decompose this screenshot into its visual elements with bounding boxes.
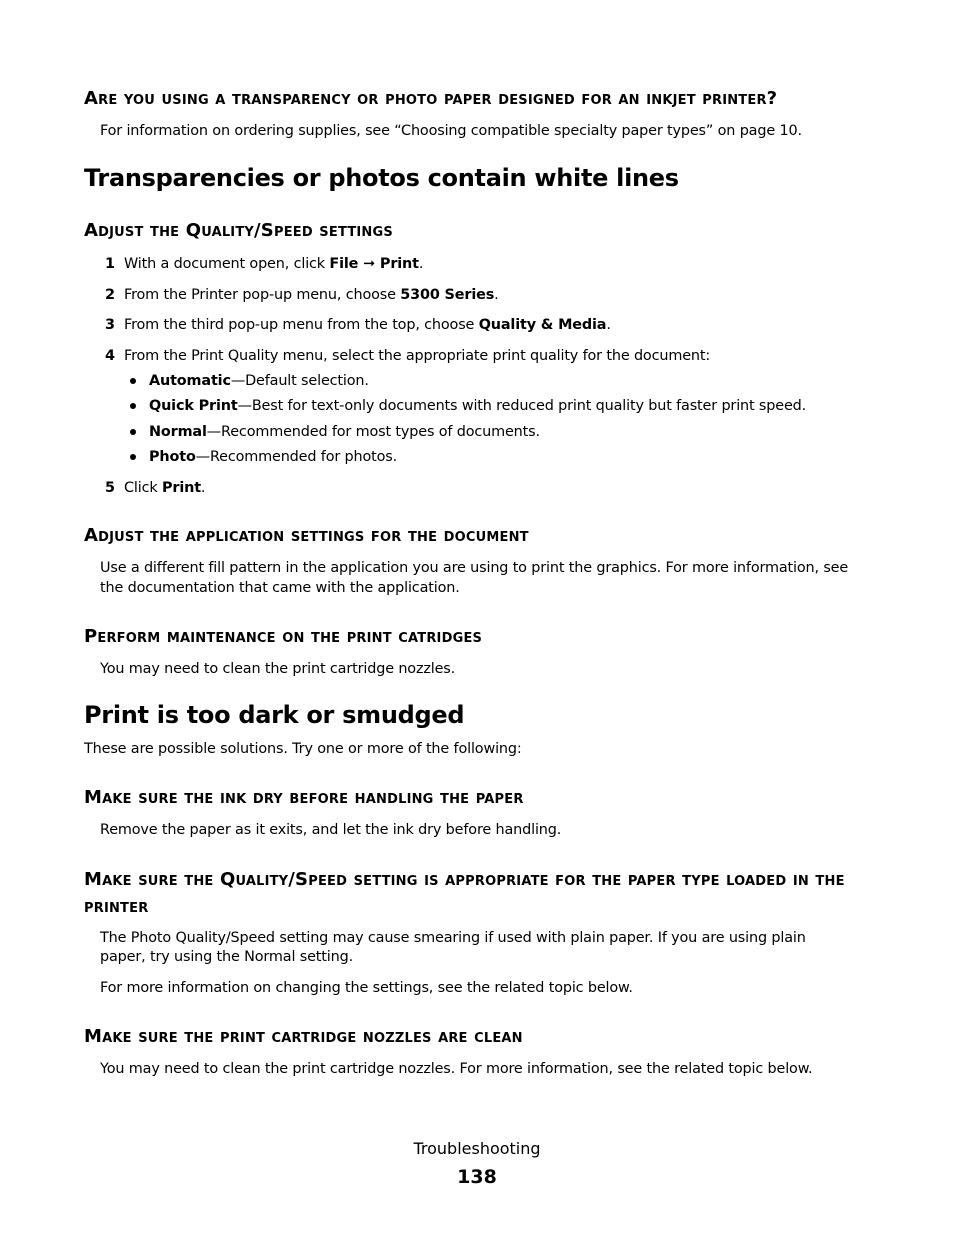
section-heading: Are you using a transparency or photo paper designed for an inkjet printer?: [84, 88, 778, 109]
bullet-term: Quick Print: [149, 398, 238, 414]
bullet-desc: —Recommended for most types of documents.: [206, 424, 540, 440]
step-text-pre: With a document open, click: [124, 256, 330, 272]
printer-series: 5300 Series: [400, 287, 495, 303]
step-number: 5: [105, 480, 115, 496]
step-text-pre: From the third pop-up menu from the top, choose: [124, 317, 479, 333]
step-number: 1: [105, 256, 115, 272]
section-heading: Make sure the ink dry before handling the paper: [84, 787, 524, 808]
section-quality-speed: [84, 218, 854, 244]
bullet-term: Normal: [149, 424, 207, 440]
paragraph: For information on ordering supplies, see “Choosing compatible specialty paper types” on page 10.: [100, 123, 802, 139]
bullet-desc: —Default selection.: [230, 373, 369, 389]
step-text: From the Print Quality menu, select the appropriate print quality for the document:: [124, 348, 711, 364]
section-nozzles-clean: [84, 1024, 854, 1050]
section-quality-speed-paper: [84, 866, 854, 920]
bullet-icon: [130, 429, 136, 435]
topic-too-dark: [84, 700, 854, 730]
step-text-post: .: [200, 480, 206, 496]
step-number: 3: [105, 317, 115, 333]
bullet-term: Photo: [149, 449, 196, 465]
section-heading: Adjust the application settings for the document: [84, 525, 529, 546]
bullet-text: [149, 422, 540, 442]
section-application-settings-body: [84, 558, 854, 598]
section-nozzles-clean-body: [84, 1059, 854, 1079]
bullet-desc: —Recommended for photos.: [195, 449, 398, 465]
section-quality-speed-paper-body-2: [84, 978, 854, 998]
paragraph: You may need to clean the print cartridge nozzles.: [100, 661, 456, 677]
paragraph: You may need to clean the print cartridge nozzles. For more information, see the related topic below.: [100, 1061, 813, 1077]
step-text-post: .: [494, 287, 499, 303]
section-ink-dry: [84, 785, 854, 811]
quality-media-option: Quality & Media: [478, 317, 607, 333]
bullet-desc: —Best for text-only documents with reduced print quality but faster print speed.: [237, 398, 807, 414]
section-heading: Make sure the print cartridge nozzles are clean: [84, 1026, 523, 1047]
topic-too-dark-intro: [84, 739, 854, 759]
menu-file: File: [329, 256, 359, 272]
step-text-pre: Click: [124, 480, 162, 496]
step-text: [124, 478, 205, 498]
step-text: [124, 285, 499, 305]
section-inkjet-paper-body: [84, 121, 854, 141]
step-text: [124, 254, 423, 274]
paragraph: These are possible solutions. Try one or more of the following:: [84, 741, 522, 757]
step-text-post: .: [418, 256, 424, 272]
paragraph: Use a different fill pattern in the application you are using to print the graphics. For more information, see the documentation that came with the application.: [100, 560, 849, 596]
step-text-pre: From the Printer pop-up menu, choose: [124, 287, 401, 303]
step-number: 2: [105, 287, 115, 303]
topic-white-lines: [84, 163, 854, 193]
paragraph: For more information on changing the settings, see the related topic below.: [100, 980, 633, 996]
section-inkjet-paper: [84, 86, 854, 112]
step-text: [124, 315, 611, 335]
section-heading: Perform maintenance on the print catridges: [84, 626, 483, 647]
section-application-settings: [84, 523, 854, 549]
section-maintenance: [84, 624, 854, 650]
topic-title: Print is too dark or smudged: [84, 701, 465, 729]
bullet-icon: [130, 378, 136, 384]
step-text-post: .: [606, 317, 611, 333]
bullet-icon: [130, 403, 136, 409]
page-number: 138: [457, 1166, 497, 1188]
topic-title: Transparencies or photos contain white lines: [84, 164, 679, 192]
paragraph: Remove the paper as it exits, and let the ink dry before handling.: [100, 822, 562, 838]
section-heading: Adjust the Quality/Speed settings: [84, 220, 393, 241]
section-maintenance-body: [84, 659, 854, 679]
footer-chapter: Troubleshooting: [413, 1139, 541, 1158]
bullet-term: Automatic: [149, 373, 231, 389]
bullet-text: [149, 447, 397, 467]
arrow-icon: ➞: [358, 256, 380, 272]
step-number: 4: [105, 348, 115, 364]
section-quality-speed-paper-body: [84, 929, 854, 967]
menu-print: Print: [379, 256, 419, 272]
bullet-text: [149, 396, 806, 416]
paragraph: The Photo Quality/Speed setting may cause smearing if used with plain paper. If you are using plain paper, try using the Normal setting.: [100, 930, 806, 965]
print-button-label: Print: [161, 480, 201, 496]
bullet-text: [149, 371, 369, 391]
bullet-icon: [130, 454, 136, 460]
section-ink-dry-body: [84, 820, 854, 840]
section-heading: Make sure the Quality/Speed setting is appropriate for the paper type loaded in the printer: [84, 869, 845, 917]
